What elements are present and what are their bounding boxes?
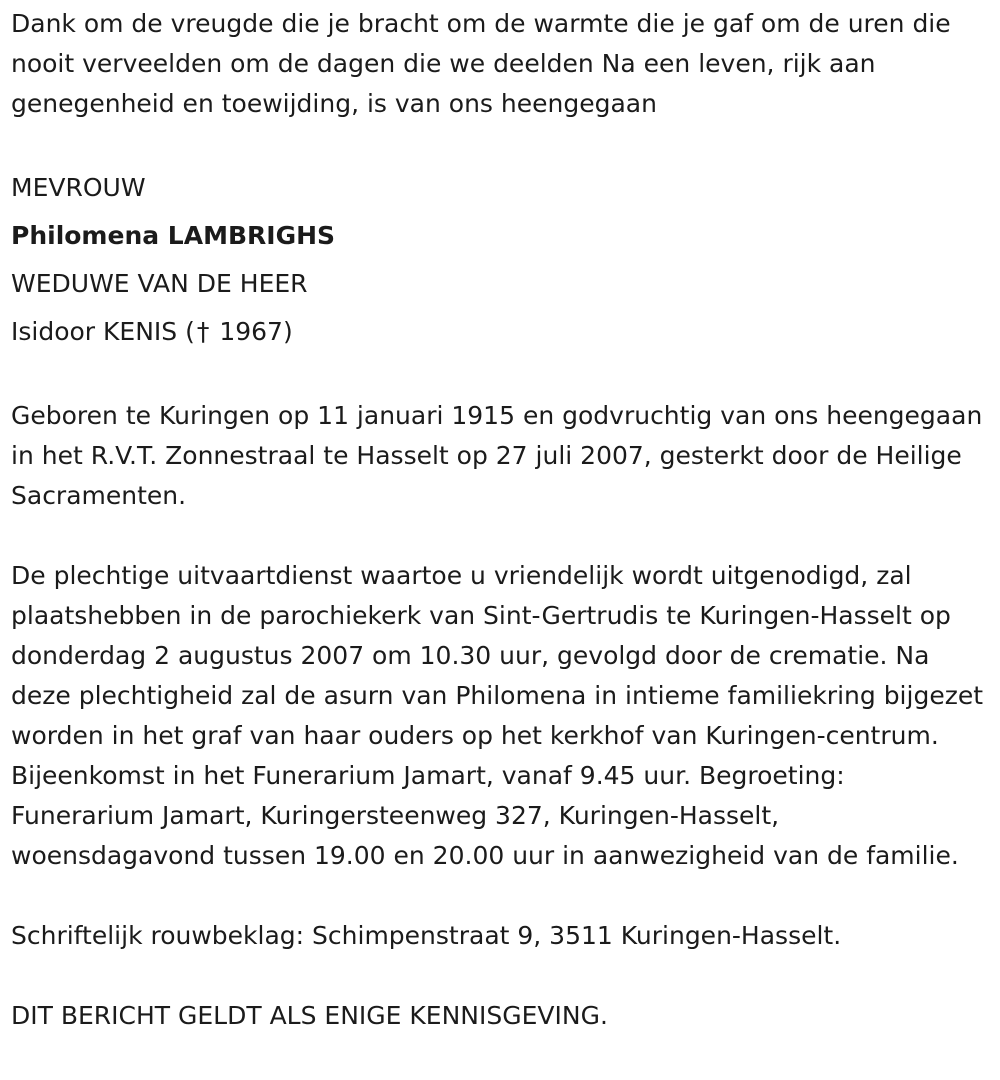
closing-notice: DIT BERICHT GELDT ALS ENIGE KENNISGEVING. [11,1001,608,1030]
cross-icon: † [196,317,210,346]
title-line: MEVROUW [11,173,146,202]
deceased-identity-block [11,164,990,356]
intro-paragraph: Dank om de vreugde die je bracht om de warmte die je gaf om de uren die nooit verveelden om de dagen die we deelden Na een leven, rijk aan genegenheid en toewijding, is van ons heengegaan [11,9,951,118]
spouse-death-year: 1967) [211,317,293,346]
condolence-address: Schriftelijk rouwbeklag: Schimpenstraat 9, 3511 Kuringen-Hasselt. [11,921,842,950]
widow-line: WEDUWE VAN DE HEER [11,269,308,298]
birth-death-paragraph: Geboren te Kuringen op 11 januari 1915 en godvruchtig van ons heengegaan in het R.V.T. Zonnestraal te Hasselt op 27 juli 2007, gesterkt door de Heilige Sacramenten. [11,401,983,510]
spouse-name-text: Isidoor KENIS ( [11,317,195,346]
spouse-line [11,308,990,356]
funeral-details-paragraph: De plechtige uitvaartdienst waartoe u vriendelijk wordt uitgenodigd, zal plaatshebben in de parochiekerk van Sint-Gertrudis te Kuringen-Hasselt op donderdag 2 augustus 2007 om 10.30 uur, gevolgd door de crematie. Na deze plechtigheid zal de asurn van Philomena in intieme familiekring bijgezet worden in het graf van haar ouders op het kerkhof van Kuringen-centrum. Bijeenkomst in het Funerarium Jamart, vanaf 9.45 uur. Begroeting: Funerarium Jamart, Kuringersteenweg 327, Kuringen-Hasselt, woensdagavond tussen 19.00 en 20.00 uur in aanwezigheid van de familie. [11,561,984,870]
deceased-name: Philomena LAMBRIGHS [11,221,336,250]
